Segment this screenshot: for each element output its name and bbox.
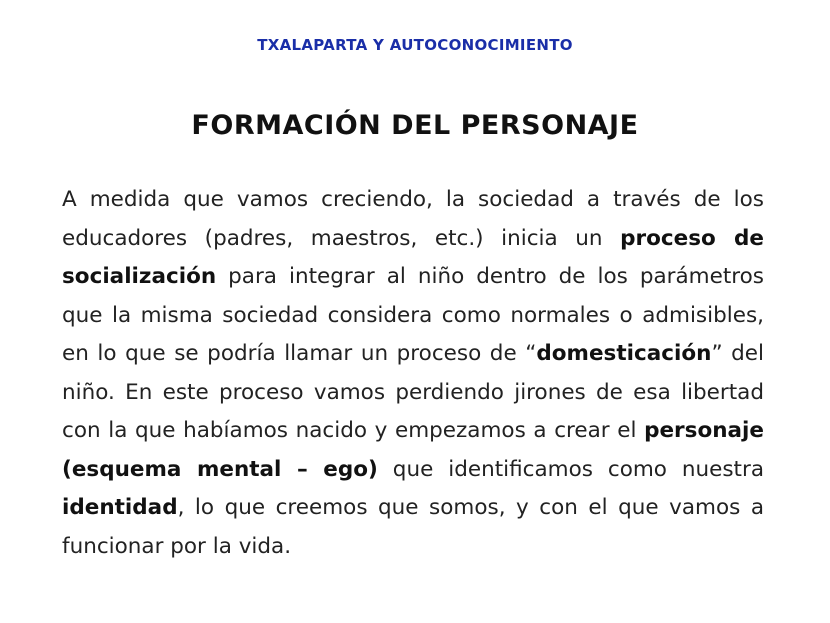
text-segment: que identificamos como nuestra <box>377 456 764 482</box>
bold-term: identidad <box>62 495 178 520</box>
bold-term: personaje (esquema mental – ego) <box>62 418 764 482</box>
body-paragraph <box>62 181 764 566</box>
header-title: TXALAPARTA Y AUTOCONOCIMIENTO <box>257 36 573 54</box>
bold-term: proceso de socialización <box>62 225 764 289</box>
bold-term: domesticación <box>536 341 712 366</box>
text-segment: , lo que creemos que somos, y con el que vamos a funcionar por la vida. <box>62 495 764 559</box>
text-segment: ” del niño. En este proceso vamos perdiendo jirones de esa libertad con la que habíamos nacido y empezamos a crear el <box>62 341 764 443</box>
text-segment: A medida que vamos creciendo, la sociedad a través de los educadores (padres, maestros, etc.) inicia un <box>62 187 764 251</box>
page-title: FORMACIÓN DEL PERSONAJE <box>191 110 639 141</box>
text-segment: para integrar al niño dentro de los parámetros que la misma sociedad considera como normales o admisibles, en lo que se podría llamar un proceso de “ <box>62 264 764 366</box>
